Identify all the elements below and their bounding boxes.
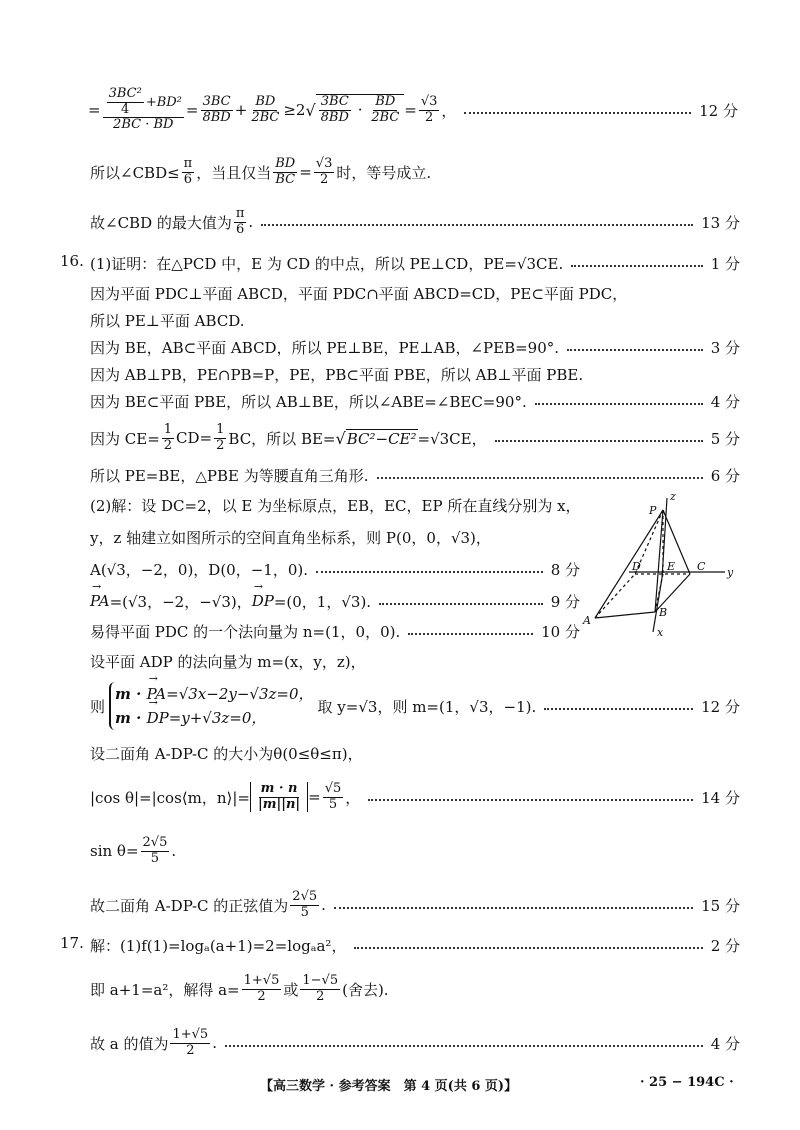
score-12: 12 分 (699, 101, 738, 120)
p15-conclusion: 故∠CBD 的最大值为 $\frac{\pi}{6}$ . 13 分 (90, 205, 740, 237)
p16-line-4: 因为 BE，AB⊂平面 ABCD，所以 PE⊥BE，PE⊥AB，∠PEB=90°. 3 分 (90, 338, 740, 357)
equation-system: m · → PA=√3x−2y−√3z=0， m · → DP=y+√3z=0， (109, 682, 314, 730)
p16-line-19: 故二面角 A-DP-C 的正弦值为 $\frac{2√5}{5}$ . 15 分 (90, 888, 740, 920)
big-fraction: $\frac{\text{3BC²}}{4}$ +BD² 2BC · BD (103, 87, 184, 134)
label-x: x (657, 626, 664, 639)
p16-line-8: 所以 PE=BE，△PBE 为等腰直角三角形. 6 分 (90, 466, 740, 485)
p15-equality-condition: 所以∠CBD≤ $\frac{\pi}{6}$ ，当且仅当 $\frac{BD}{BC}$ = $\frac{√3}{2}$ 时，等号成立. (90, 155, 432, 187)
label-D: D (632, 560, 641, 573)
p16-line-15: 则 m · → PA=√3x−2y−√3z=0， m · → DP=y+√3z=0， 取 y=√3，则 m=(1，√3，−1). 12 分 (90, 680, 740, 732)
p16-line-16: 设二面角 A-DP-C 的大小为θ(0≤θ≤π)， (90, 744, 363, 763)
p17-line-3: 故 a 的值为 $\frac{1+√5}{2}$ . 4 分 (90, 1026, 740, 1058)
label-B: B (659, 606, 668, 619)
p16-line-2: 因为平面 PDC⊥平面 ABCD，平面 PDC∩平面 ABCD=CD，PE⊂平面 PDC， (90, 284, 628, 303)
p17-line-2: 即 a+1=a²，解得 a= $\frac{1+√5}{2}$ 或 $\frac{1-√5}{2}$ (舍去). (90, 972, 389, 1004)
pyramid-figure (575, 490, 750, 640)
p16-line-7: 因为 CE= $\frac{1}{2}$ CD= $\frac{1}{2}$ BC，所以 BE= √ BC²−CE² =√3CE， 5 分 (90, 421, 740, 453)
label-E: E (667, 560, 676, 573)
label-z: z (670, 490, 676, 503)
p16-line-5: 因为 AB⊥PB，PE∩PB=P，PE，PB⊂平面 PBE，所以 AB⊥平面 PBE. (90, 365, 584, 384)
p16-line-11: A(√3，−2，0)，D(0，−1，0). 8 分 (90, 560, 580, 579)
p17-line-1: 解：(1)f(1)=logₐ(a+1)=2=logₐa²， 2 分 (90, 936, 740, 955)
p16-line-14: 设平面 ADP 的法向量为 m=(x，y，z)， (90, 652, 366, 671)
p16-line-18: sin θ= $\frac{2√5}{5}$ . (90, 834, 177, 866)
score-13: 13 分 (701, 213, 740, 232)
problem-17-number: 17. (60, 934, 84, 952)
problem-16-number: 16. (60, 252, 84, 270)
p16-line-17: |cos θ|=|cos⟨m，n⟩|= $\frac{m \cdot n}{|m||n|}$ = $\frac{√5}{5}$ ， 14 分 (90, 780, 740, 812)
p16-line-6: 因为 BE⊂平面 PBE，所以 AB⊥BE，所以∠ABE=∠BEC=90°. 4 分 (90, 392, 740, 411)
footer-title: 【高三数学 · 参考答案 第 4 页(共 6 页)】 (260, 1079, 518, 1094)
footer-code: · 25 − 194C · (640, 1075, 734, 1090)
p16-line-3: 所以 PE⊥平面 ABCD. (90, 311, 245, 330)
label-y: y (727, 566, 734, 579)
label-C: C (697, 560, 706, 573)
p16-line-9: (2)解：设 DC=2，以 E 为坐标原点，EB，EC，EP 所在直线分别为 x， (90, 496, 581, 515)
label-P: P (649, 504, 657, 517)
p16-line-10: y，z 轴建立如图所示的空间直角坐标系，则 P(0，0，√3)， (90, 528, 491, 547)
p16-line-13: 易得平面 PDC 的一个法向量为 n=(1，0，0). 10 分 (90, 622, 580, 641)
p16-line-1: (1)证明：在△PCD 中，E 为 CD 的中点，所以 PE⊥CD，PE=√3CE. 1 分 (90, 254, 740, 273)
p15-fraction-line: = $\frac{\text{3BC²}}{4}$ +BD² 2BC · BD = $\frac{3BC}{8BD}$ + $\frac{BD}{2BC}$ ≥2 √ $\frac{3BC}{8BD}$ · $\frac{BD}{2BC}$ = $\frac{√3}{2}$ ， 12 分 (88, 85, 738, 133)
sqrt-expression: √ $\frac{3BC}{8BD}$ · $\frac{BD}{2BC}$ (305, 94, 404, 126)
p16-line-12: → PA =(√3，−2，−√3)， → DP =(0，1，√3). 9 分 (90, 588, 580, 614)
label-A: A (583, 614, 591, 627)
